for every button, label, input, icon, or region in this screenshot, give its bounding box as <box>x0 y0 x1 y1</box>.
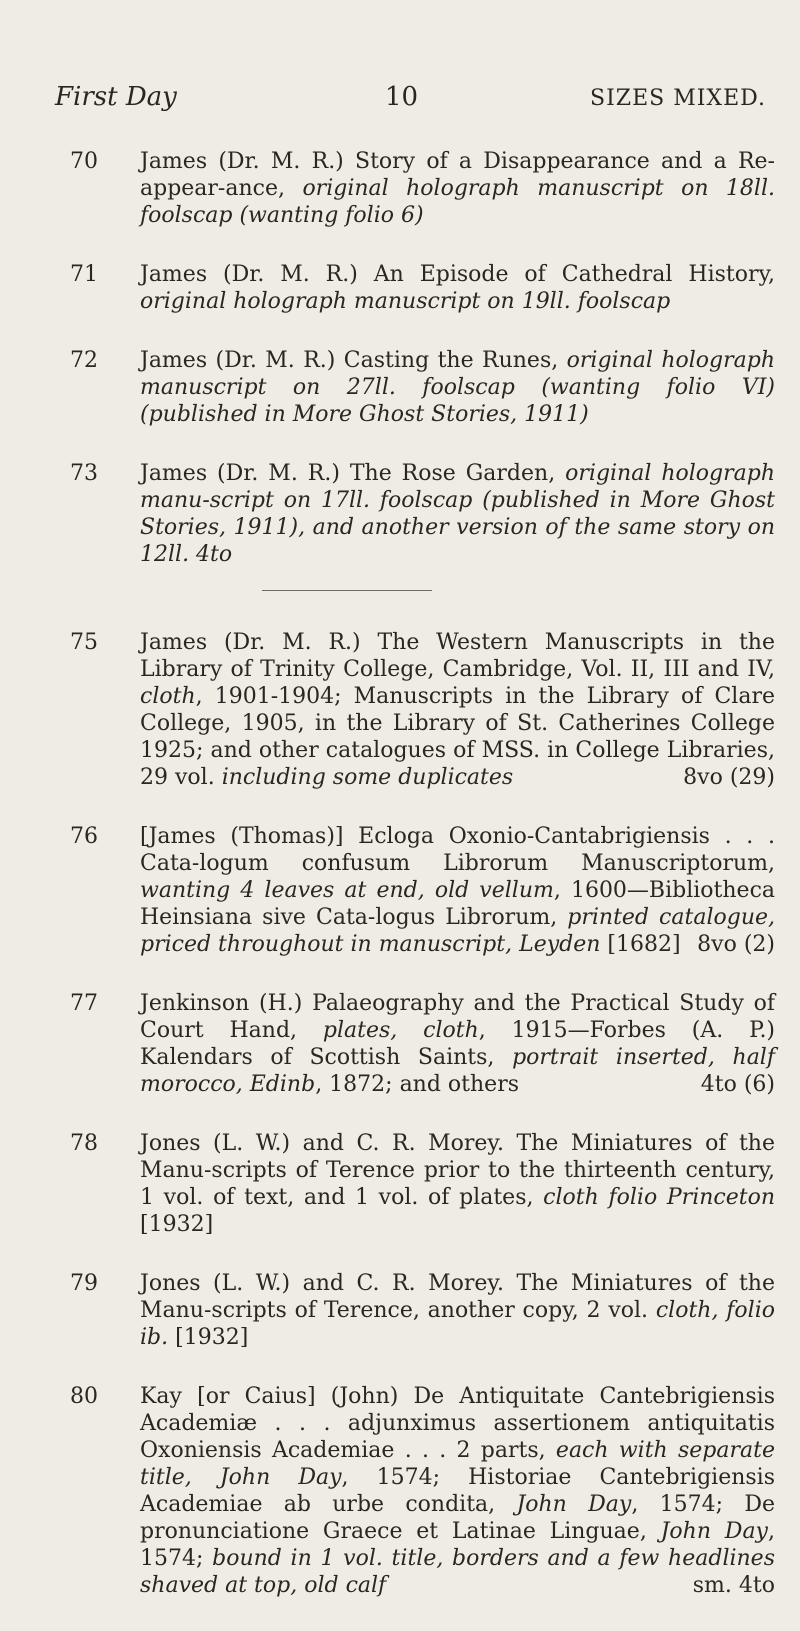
catalogue-entry <box>0 823 800 958</box>
catalogue-entry <box>0 1383 800 1599</box>
day-heading: First Day <box>55 82 177 112</box>
lot-number: 80 <box>70 1384 98 1409</box>
lot-number: 75 <box>70 630 98 655</box>
catalogue-entry <box>0 148 800 229</box>
lot-number: 77 <box>70 991 98 1016</box>
lot-number: 79 <box>70 1271 98 1296</box>
page-header <box>0 82 800 116</box>
entry-text: James (Dr. M. R.) Story of a Disappearance and a Re-appear-ance, original holograph manuscript on 18ll. foolscap (wanting folio 6) <box>140 149 775 228</box>
catalogue-entries <box>0 148 800 1631</box>
entry-text: James (Dr. M. R.) An Episode of Cathedral History, original holograph manuscript on 19ll. foolscap <box>140 262 775 314</box>
entry-text: Jones (L. W.) and C. R. Morey. The Miniatures of the Manu-scripts of Terence, another copy, 2 vol. cloth, folio ib. [1932] <box>140 1271 775 1350</box>
lot-number: 71 <box>70 262 98 287</box>
format-quantity: 4to (6) <box>700 1072 775 1097</box>
lot-number: 72 <box>70 348 98 373</box>
section-divider <box>262 590 432 591</box>
entry-text: James (Dr. M. R.) Casting the Runes, original holograph manuscript on 27ll. foolscap (wanting folio VI) (published in More Ghost Stories, 1911) <box>140 348 775 427</box>
lot-number: 78 <box>70 1131 98 1156</box>
catalogue-entry <box>0 1130 800 1238</box>
catalogue-entry <box>0 460 800 568</box>
format-quantity: 8vo (2) <box>697 932 775 957</box>
entry-text: Jenkinson (H.) Palaeography and the Practical Study of Court Hand, plates, cloth, 1915—Forbes (A. P.) Kalendars of Scottish Saints, portrait inserted, half morocco, Edinb, 1872; and others <box>140 991 776 1097</box>
catalogue-entry <box>0 1270 800 1351</box>
page-number: 10 <box>385 82 419 112</box>
entry-text: [James (Thomas)] Ecloga Oxonio-Cantabrigiensis . . . Cata-logum confusum Librorum Manuscriptorum, wanting 4 leaves at end, old vellum, 1600—Bibliotheca Heinsiana sive Cata-logus Librorum, printed catalogue, priced throughout in manuscript, Leyden [1682] <box>140 824 776 957</box>
lot-number: 70 <box>70 149 98 174</box>
format-quantity: 8vo (29) <box>683 765 775 790</box>
catalogue-entry <box>0 261 800 315</box>
section-heading: SIZES MIXED. <box>590 86 766 111</box>
entry-text: Kay [or Caius] (John) De Antiquitate Cantebrigiensis Academiæ . . . adjunximus assertionem antiquitatis Oxoniensis Academiae . . . 2 parts, each with separate title, John Day, 1574; Historiae Cantebrigiensis Academiae ab urbe condita, John Day, 1574; De pronunciatione Graece et Latinae Linguae, John Day, 1574; bound in 1 vol. title, borders and a few headlines shaved at top, old calf <box>140 1384 776 1598</box>
catalogue-entry <box>0 629 800 791</box>
format-quantity: sm. 4to <box>692 1573 775 1598</box>
catalogue-entry <box>0 990 800 1098</box>
entry-text: James (Dr. M. R.) The Rose Garden, original holograph manu-script on 17ll. foolscap (published in More Ghost Stories, 1911), and another version of the same story on 12ll. 4to <box>140 461 775 567</box>
catalogue-entry <box>0 347 800 428</box>
lot-number: 76 <box>70 824 98 849</box>
entry-text: James (Dr. M. R.) The Western Manuscripts in the Library of Trinity College, Cambridge, Vol. II, III and IV, cloth, 1901-1904; Manuscripts in the Library of Clare College, 1905, in the Library of St. Catherines College 1925; and other catalogues of MSS. in College Libraries, 29 vol. including some duplicates <box>140 630 775 790</box>
entry-text: Jones (L. W.) and C. R. Morey. The Miniatures of the Manu-scripts of Terence prior to the thirteenth century, 1 vol. of text, and 1 vol. of plates, cloth folio Princeton [1932] <box>140 1131 775 1237</box>
lot-number: 73 <box>70 461 98 486</box>
